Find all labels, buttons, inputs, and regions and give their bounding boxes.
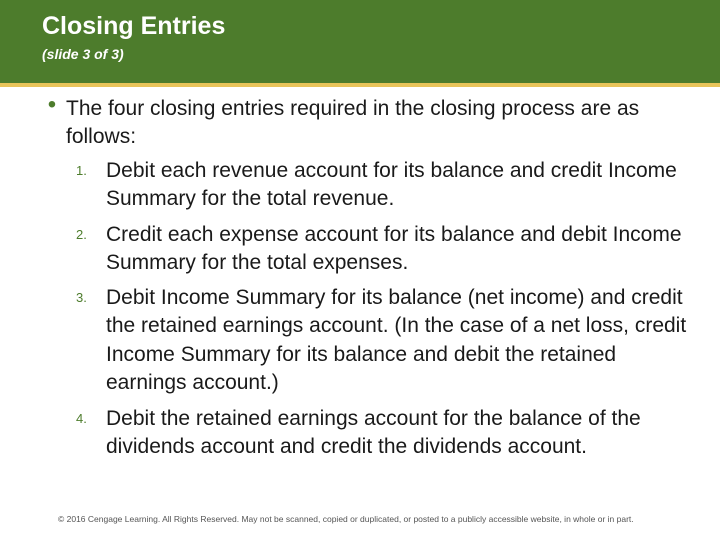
- list-item-number: 1.: [76, 163, 87, 178]
- list-item-number: 2.: [76, 227, 87, 242]
- slide-title: Closing Entries: [42, 12, 226, 40]
- list-item: Debit the retained earnings account for the balance of the dividends account and credit the dividends account.: [106, 407, 641, 459]
- slide-header: [0, 0, 720, 83]
- slide-subtitle: (slide 3 of 3): [42, 46, 124, 62]
- list-item-number: 3.: [76, 290, 87, 305]
- list-item: Debit each revenue account for its balance and credit Income Summary for the total revenue.: [106, 159, 677, 211]
- copyright-footer: © 2016 Cengage Learning. All Rights Reserved. May not be scanned, copied or duplicated, or posted to a publicly accessible website, in whole or in part.: [58, 514, 634, 524]
- intro-text: The four closing entries required in the closing process are as follows:: [66, 97, 640, 148]
- list-item: Credit each expense account for its balance and debit Income Summary for the total expenses.: [106, 223, 682, 275]
- bullet-icon: •: [47, 91, 57, 118]
- list-item: Debit Income Summary for its balance (net income) and credit the retained earnings account. (In the case of a net loss, credit Income Summary for its balance and debit the retained earnings account.): [106, 286, 687, 395]
- list-item-number: 4.: [76, 411, 87, 426]
- slide-body: [0, 87, 720, 507]
